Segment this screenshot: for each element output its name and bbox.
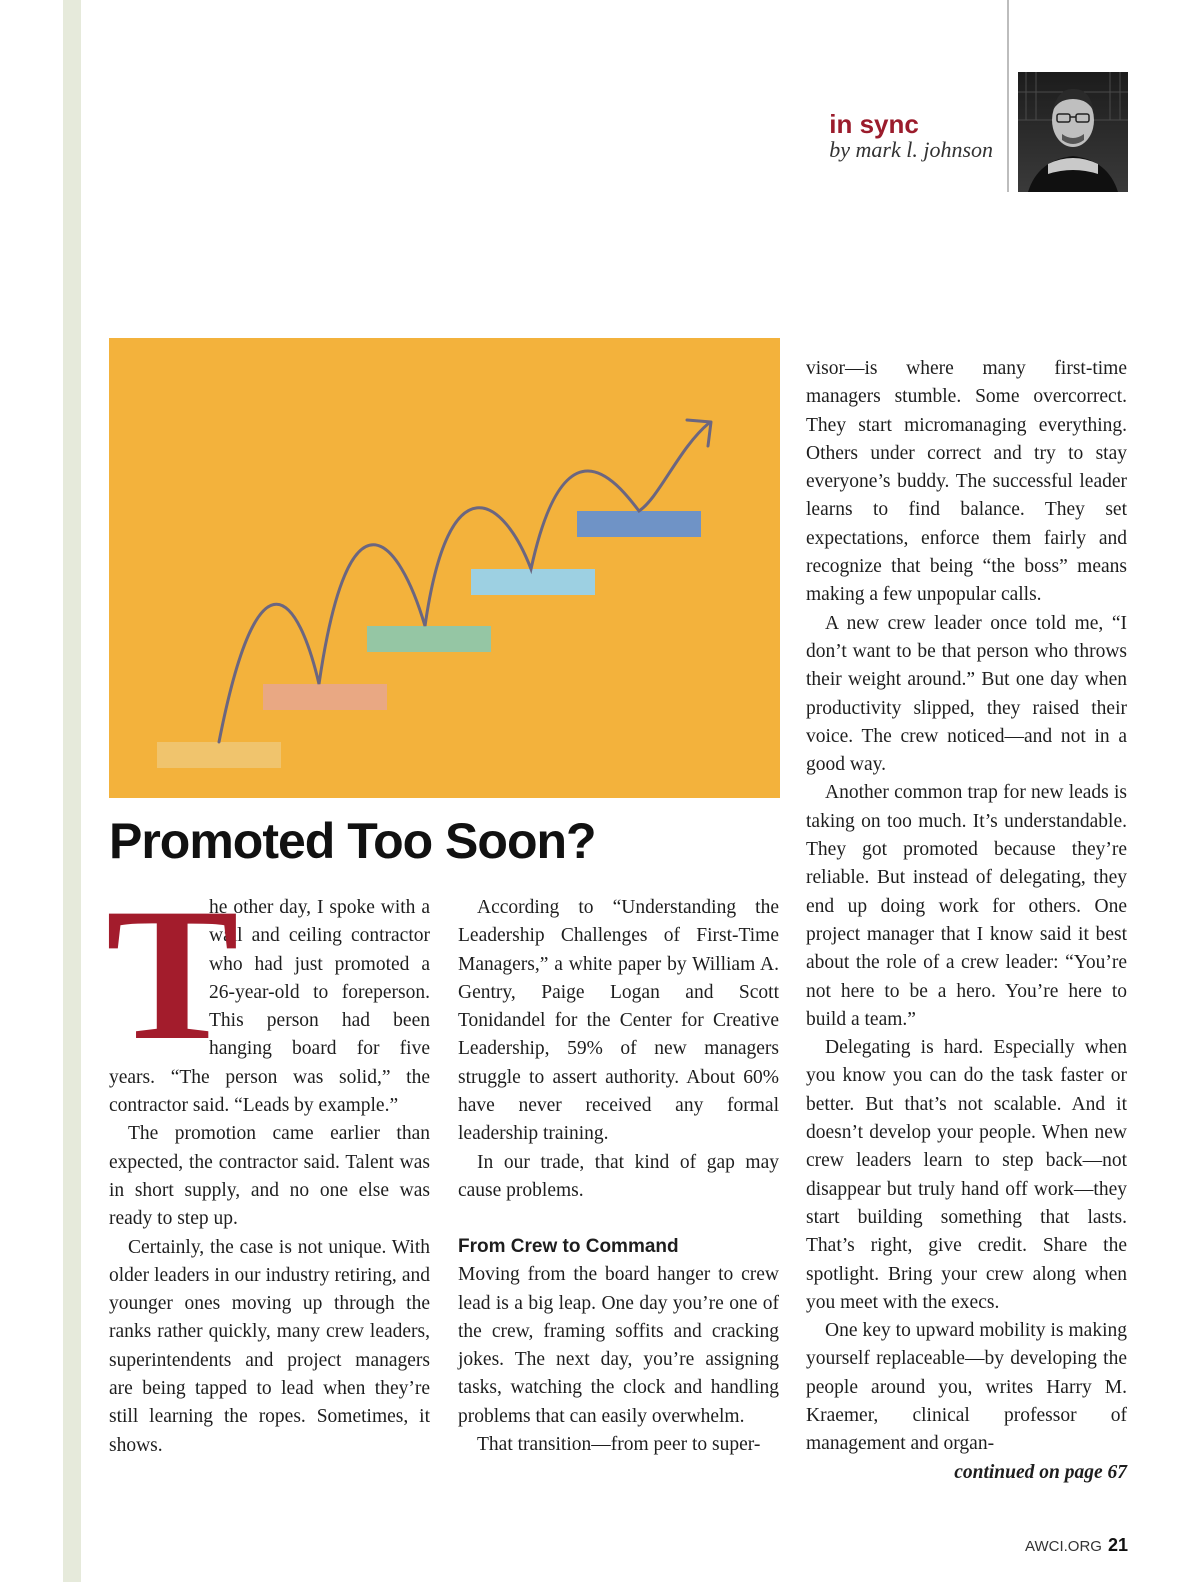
step-4 [471, 569, 595, 595]
step-2 [263, 684, 387, 710]
hero-illustration [109, 338, 780, 798]
column-divider [1007, 0, 1009, 192]
step-1 [157, 742, 281, 768]
column-header [829, 110, 993, 162]
page-number: 21 [1107, 1535, 1128, 1555]
step-3 [367, 626, 491, 652]
column-byline: by mark l. johnson [829, 137, 993, 162]
paragraph: The promotion came earlier than expected, the contractor said. Talent was in short supply, and no one else was ready to step up. [109, 1123, 430, 1230]
page-edge-bar [63, 0, 81, 1582]
step-5 [577, 511, 701, 537]
paragraph: A new crew leader once told me, “I don’t want to be that person who throws their weight around.” But one day when productivity slipped, they raised their voice. The crew noticed—and not in a good way. [806, 612, 1127, 776]
body-column-1 [105, 870, 430, 1460]
paragraph: Moving from the board hanger to crew lead is a big leap. One day you’re one of the crew, framing soffits and cracking jokes. The next day, you’re assigning tasks, watching the clock and handling problems that can easily overwhelm. [458, 1264, 779, 1427]
paragraph: he other day, I spoke with a wall and ceiling contractor who had just promoted a 26-year-old to foreperson. This person had been hanging board for five years. “The person was solid,” the contractor said. “Leads by example.” [109, 897, 430, 1117]
paragraph: One key to upward mobility is making yourself replaceable—by developing the people around you, writes Harry M. Kraemer, clinical professor of management and organ- [806, 1320, 1127, 1455]
body-column-2 [458, 894, 779, 1459]
paragraph: Delegating is hard. Especially when you know you can do the task faster or better. But that’s not scalable. And it doesn’t develop your people. When new crew leaders learn to step back—not disappear but truly hand off work—they start building something that lasts. That’s right, give credit. Share the spotlight. Bring your crew along when you meet with the execs. [806, 1037, 1127, 1313]
site-name: AWCI.ORG [1025, 1538, 1102, 1555]
article-title: Promoted Too Soon? [109, 813, 596, 869]
section-subhead: From Crew to Command [458, 1236, 679, 1258]
page-footer [1025, 1535, 1128, 1556]
drop-cap: T [105, 870, 239, 1080]
paragraph: Certainly, the case is not unique. With older leaders in our industry retiring, and younger ones moving up through the ranks rather quickly, many crew leaders, superintendents and project managers are being tapped to lead when they’re still learning the ropes. Sometimes, it shows. [109, 1236, 430, 1456]
paragraph: That transition—from peer to super- [477, 1434, 761, 1456]
body-column-3 [806, 355, 1127, 1487]
paragraph: In our trade, that kind of gap may cause problems. [458, 1151, 779, 1201]
author-photo [1018, 72, 1128, 192]
paragraph: Another common trap for new leads is taking on too much. It’s understandable. They got promoted because they’re reliable. But instead of delegating, they end up doing work for others. One project manager that I know said it best about the role of a crew leader: “You’re not here to be a hero. You’re here to build a team.” [806, 782, 1127, 1030]
continued-note: continued on page 67 [954, 1461, 1127, 1483]
paragraph: According to “Understanding the Leadership Challenges of First-Time Managers,” a white paper by William A. Gentry, Paige Logan and Scott Tonidandel for the Center for Creative Leadership, 59% of new managers struggle to assert authority. About 60% have never received any formal leadership training. [458, 897, 779, 1145]
paragraph: visor—is where many first-time managers stumble. Some overcorrect. They start micromanaging everything. Others under correct and try to stay everyone’s buddy. The successful leader learns to find balance. They set expectations, enforce them fairly and recognize that being “the boss” means making a few unpopular calls. [806, 358, 1127, 606]
column-name: in sync [829, 109, 919, 139]
